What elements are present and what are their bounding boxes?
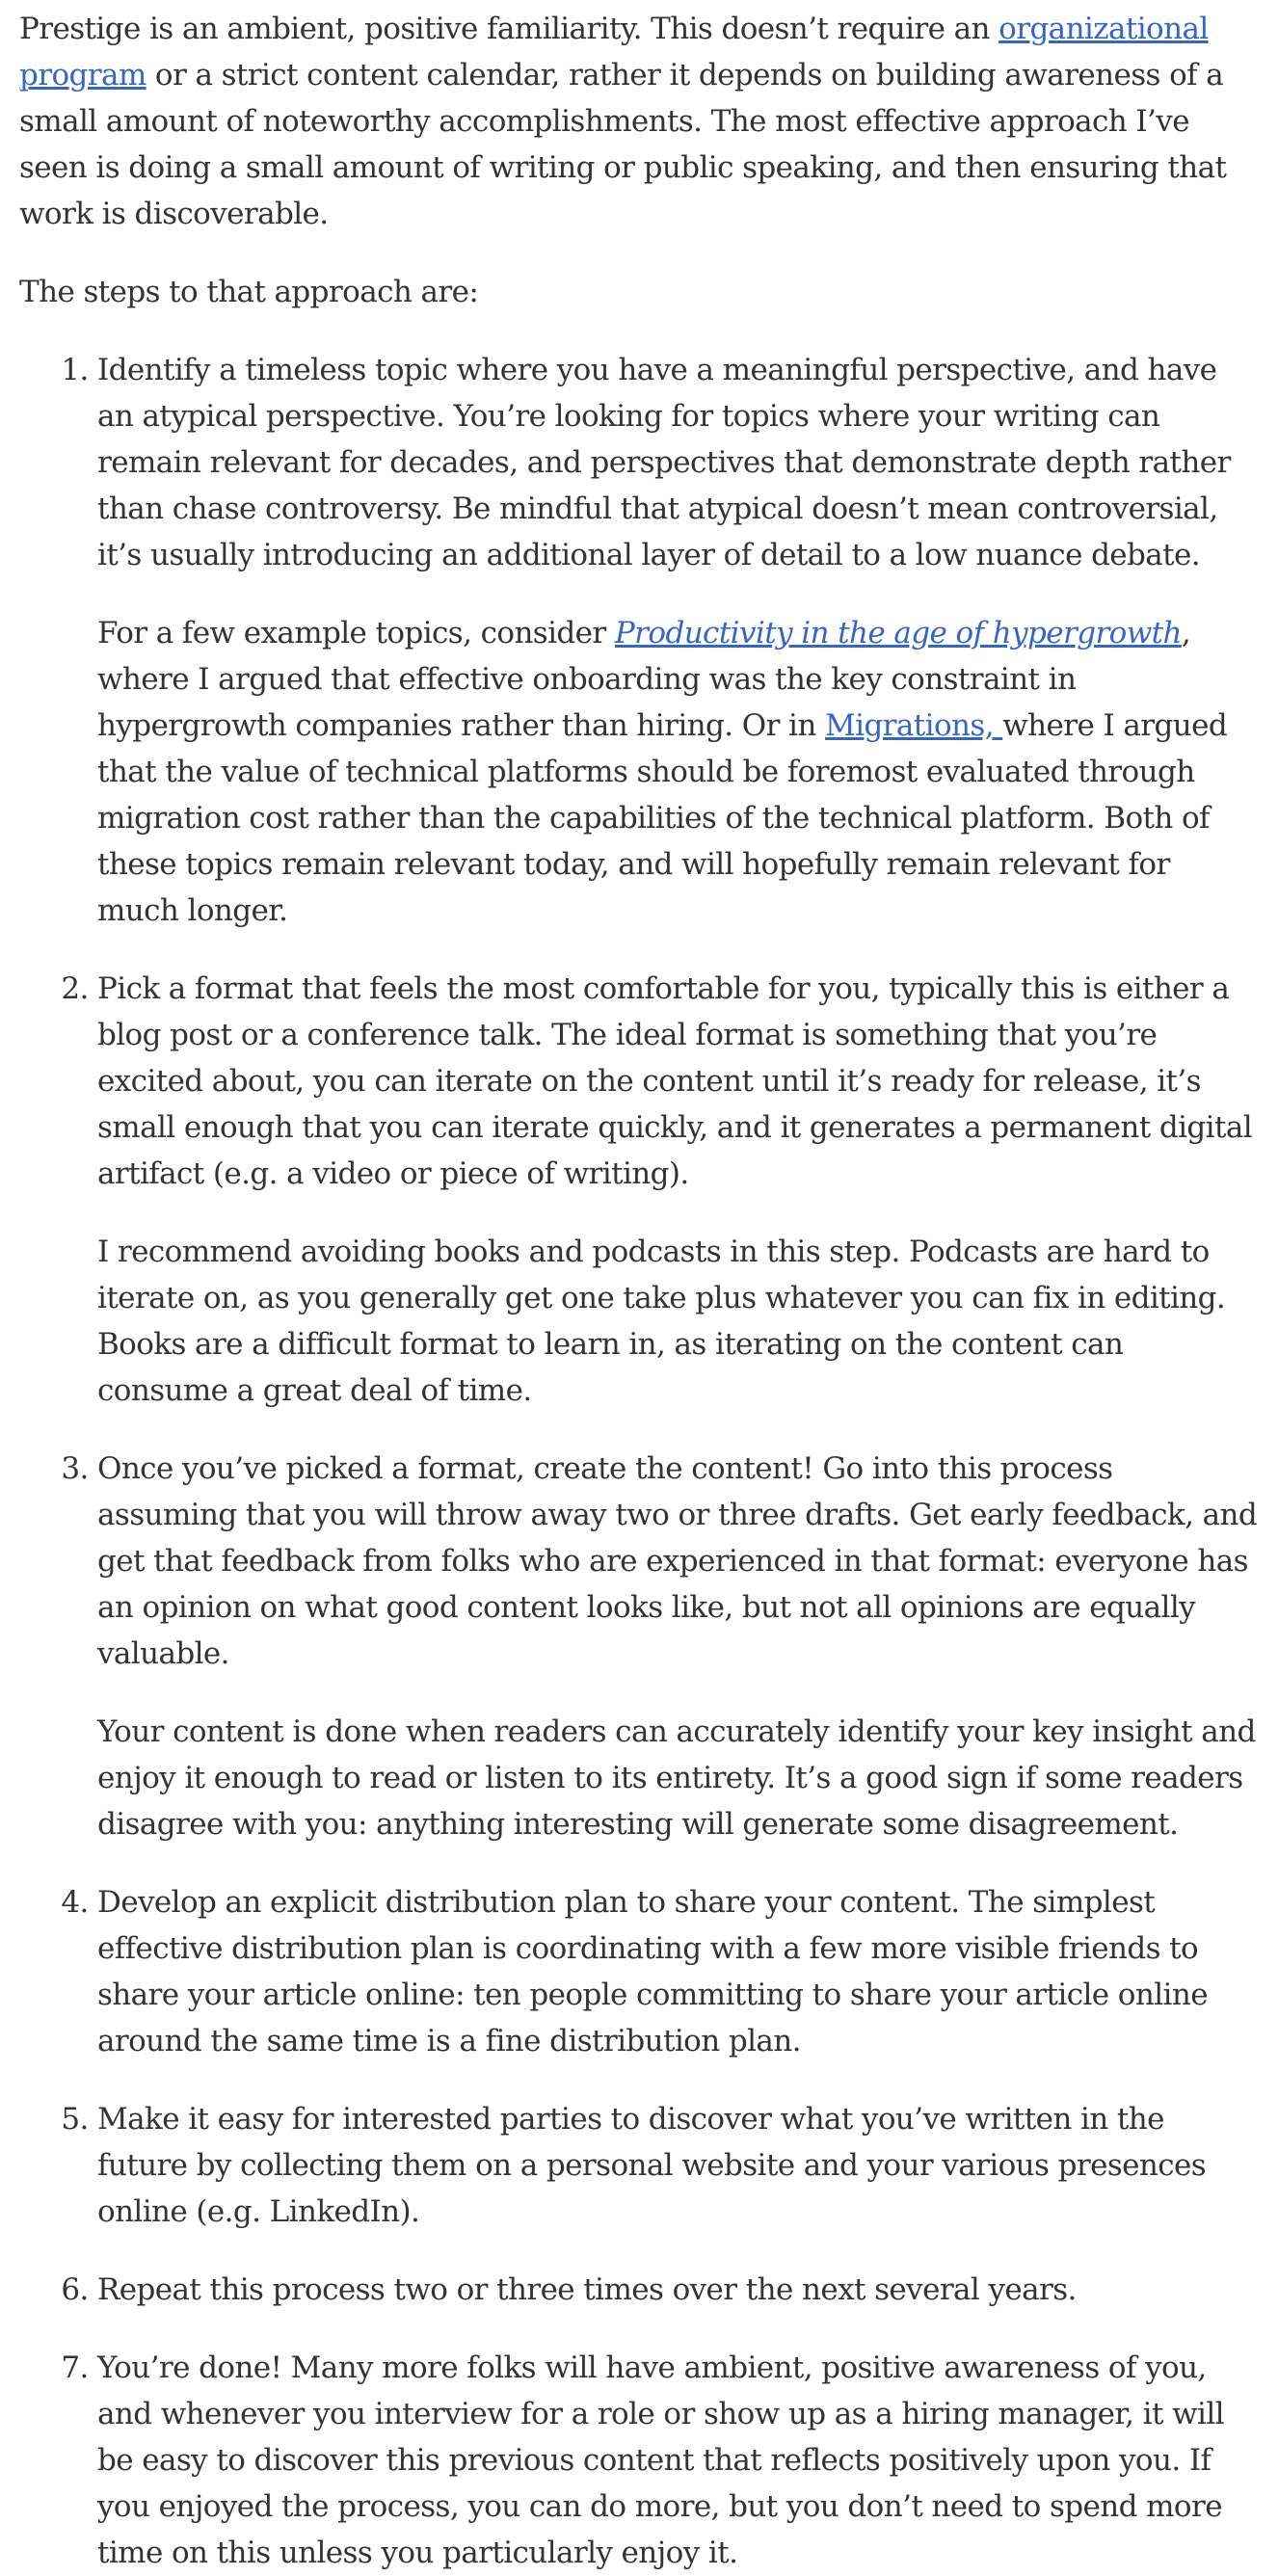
step-text: 7. You’re done! Many more folks will have ambient, positive awareness of you, and whenever you interview for a role or show up as a hiring manager, it will be easy to discover this previous content that reflects positively upon you. If you enjoyed the process, you can do more, but you don’t need to spend more time on this unless you particularly enjoy it.	[97, 2350, 1224, 2570]
step-item-3	[97, 1446, 1259, 1847]
step-text: 2. Pick a format that feels the most comfortable for you, typically this is either a blog post or a conference talk. The ideal format is something that you’re excited about, you can iterate on the content until it’s ready for release, it’s small enough that you can iterate quickly, and it generates a permanent digital artifact (e.g. a video or piece of writing).	[97, 971, 1253, 1191]
step-item-5	[97, 2096, 1259, 2235]
step-detail: Your content is done when readers can accurately identify your key insight and enjoy it enough to read or listen to its entirety. It’s a good sign if some readers disagree with you: anything interesting will generate some disagreement.	[97, 1714, 1256, 1842]
step-text: 1. Identify a timeless topic where you have a meaningful perspective, and have an atypical perspective. You’re looking for topics where your writing can remain relevant for decades, and perspectives that demonstrate depth rather than chase controversy. Be mindful that atypical doesn’t mean controversial, it’s usually introducing an additional layer of detail to a low nuance debate.	[97, 353, 1231, 572]
step-text: 4. Develop an explicit distribution plan to share your content. The simplest effective distribution plan is coordinating with a few more visible friends to share your article online: ten people committing to share your article online around the same time is a fine distribution plan.	[97, 1885, 1208, 2058]
step-detail-text: where I argued that the value of technical platforms should be foremost evaluated through migration cost rather than the capabilities of the technical platform. Both of these topics remain relevant today, and will hopefully remain relevant for much longer.	[97, 708, 1228, 928]
step-text: 6. Repeat this process two or three times over the next several years.	[97, 2272, 1077, 2307]
intro-paragraph	[19, 6, 1259, 237]
step-detail: I recommend avoiding books and podcasts in this step. Podcasts are hard to iterate on, as you generally get one take plus whatever you can fix in editing. Books are a difficult format to learn in, as iterating on the content can consume a great deal of time.	[97, 1235, 1226, 1408]
steps-list	[19, 347, 1259, 2576]
step-text: 3. Once you’ve picked a format, create the content! Go into this process assuming that you will throw away two or three drafts. Get early feedback, and get that feedback from folks who are experienced in that format: everyone has an opinion on what good content looks like, but not all opinions are equally valuable.	[97, 1451, 1258, 1671]
step-detail-text: , where I argued that effective onboarding was the key constraint in hypergrowth companies rather than hiring. Or in	[97, 616, 1191, 743]
intro-text-end: or a strict content calendar, rather it depends on building awareness of a small amount of noteworthy accomplishments. The most effective approach I’ve seen is doing a small amount of writing or public speaking, and then ensuring that work is discoverable.	[19, 58, 1227, 231]
step-item-6	[97, 2267, 1259, 2313]
step-item-1	[97, 347, 1259, 934]
step-item-4	[97, 1879, 1259, 2064]
steps-intro-paragraph: The steps to that approach are:	[19, 275, 479, 309]
organizational-program-link[interactable]: organizational program	[19, 12, 1209, 93]
intro-text-start: Prestige is an ambient, positive familiarity. This doesn’t require an	[19, 12, 999, 46]
step-item-7	[97, 2345, 1259, 2576]
productivity-hypergrowth-link[interactable]: Productivity in the age of hypergrowth	[614, 616, 1182, 651]
step-detail-text: For a few example topics, consider	[97, 616, 615, 651]
migrations-link[interactable]: Migrations,	[824, 708, 1003, 743]
step-text: 5. Make it easy for interested parties to discover what you’ve written in the future by collecting them on a personal website and your various presences online (e.g. LinkedIn).	[97, 2102, 1207, 2229]
step-item-2	[97, 966, 1259, 1414]
step-detail	[97, 610, 1259, 934]
